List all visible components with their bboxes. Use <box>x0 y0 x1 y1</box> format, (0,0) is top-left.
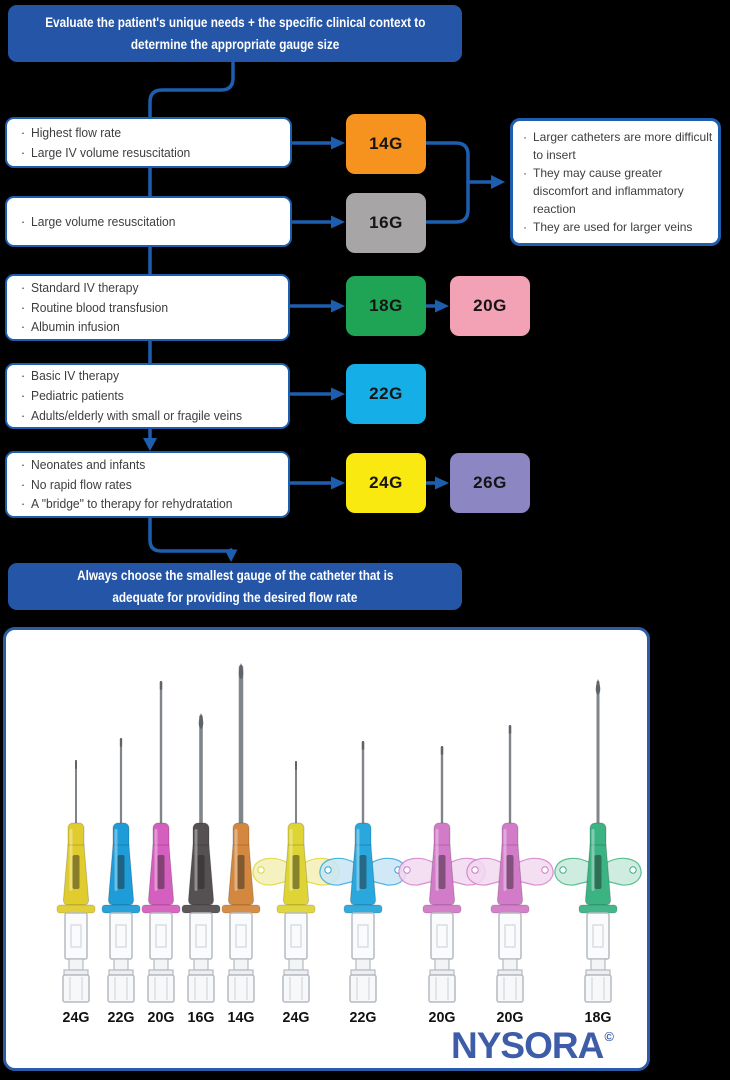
bullet-item <box>517 128 714 164</box>
bullet-dot: · <box>20 407 26 423</box>
catheter-illustration-20g-8 <box>462 625 558 1010</box>
catheter-panel <box>3 627 650 1071</box>
gauge-chip-20g: 20G <box>450 276 530 336</box>
bullet-text: Neonates and infants <box>31 456 146 472</box>
side-note-larger-catheters <box>510 118 721 246</box>
catheter-gauge-label: 14G <box>227 1009 255 1026</box>
indication-box-large-volume <box>5 196 292 247</box>
bullet-dot: · <box>523 166 527 180</box>
bullet-text: Adults/elderly with small or fragile veins <box>31 407 242 423</box>
bullet-item <box>15 475 282 495</box>
gauge-chip-16g: 16G <box>346 193 426 253</box>
bullet-item <box>517 218 714 236</box>
bullet-text: Standard IV therapy <box>31 279 139 295</box>
bullet-dot: · <box>20 144 26 160</box>
bullet-item <box>517 164 714 218</box>
banner-text-line: Evaluate the patient's unique needs + the specific clinical context to <box>44 13 426 30</box>
gauge-chip-18g: 18G <box>346 276 426 336</box>
bullet-text: Highest flow rate <box>31 124 122 140</box>
copyright-mark: © <box>604 1028 613 1044</box>
banner-evaluate-needs <box>8 5 462 62</box>
bullet-dot: · <box>20 299 26 315</box>
indication-box-basic-iv <box>5 363 290 429</box>
bullet-dot: · <box>20 124 26 140</box>
bullet-dot: · <box>20 388 26 404</box>
bullet-text: No rapid flow rates <box>31 476 132 492</box>
nysora-logo <box>451 1025 612 1067</box>
bullet-dot: · <box>20 279 26 295</box>
bullet-dot: · <box>20 476 26 492</box>
bullet-item <box>15 123 284 143</box>
bullet-text: Albumin infusion <box>31 319 120 335</box>
gauge-chip-26g: 26G <box>450 453 530 513</box>
catheter-illustration-18g-9 <box>550 625 646 1010</box>
nysora-logo-text: NYSORA <box>451 1025 604 1066</box>
catheter-gauge-label: 20G <box>428 1009 456 1026</box>
banner-text-line: Always choose the smallest gauge of the catheter that is <box>76 566 394 583</box>
indication-box-neonates <box>5 451 290 518</box>
bullet-dot: · <box>20 456 26 472</box>
bullet-text: Pediatric patients <box>31 388 124 404</box>
bullet-text: Large IV volume resuscitation <box>31 144 191 160</box>
bullet-text: Larger catheters are more difficult to insert <box>533 130 713 162</box>
bullet-dot: · <box>20 496 26 512</box>
bullet-item <box>15 455 282 475</box>
bullet-dot: · <box>523 220 527 234</box>
catheter-gauge-label: 20G <box>496 1009 524 1026</box>
catheter-gauge-label: 24G <box>62 1009 90 1026</box>
catheter-gauge-label: 16G <box>187 1009 215 1026</box>
indication-box-standard-iv <box>5 274 290 341</box>
catheter-gauge-label: 22G <box>349 1009 377 1026</box>
bullet-item <box>15 494 282 514</box>
bullet-text: Large volume resuscitation <box>31 213 176 229</box>
bullet-text: They are used for larger veins <box>533 220 693 234</box>
gauge-chip-22g: 22G <box>346 364 426 424</box>
catheter-gauge-label: 24G <box>282 1009 310 1026</box>
gauge-chip-24g: 24G <box>346 453 426 513</box>
banner-text-line: adequate for providing the desired flow rate <box>112 588 358 605</box>
bullet-dot: · <box>20 368 26 384</box>
catheter-gauge-label: 20G <box>147 1009 175 1026</box>
catheter-gauge-label: 22G <box>107 1009 135 1026</box>
bullet-item <box>15 406 282 426</box>
bullet-text: A "bridge" to therapy for rehydratation <box>31 496 233 512</box>
bullet-item <box>15 143 284 163</box>
bullet-text: Routine blood transfusion <box>31 299 169 315</box>
bullet-text: They may cause greater discomfort and inflammatory reaction <box>533 166 684 216</box>
gauge-chip-14g: 14G <box>346 114 426 174</box>
bullet-item <box>15 278 282 298</box>
catheter-gauge-label: 18G <box>584 1009 612 1026</box>
bullet-item <box>15 366 282 386</box>
banner-text-line: determine the appropriate gauge size <box>130 35 340 52</box>
bullet-dot: · <box>20 213 26 229</box>
banner-smallest-gauge <box>8 563 462 610</box>
bullet-item <box>15 212 284 232</box>
bullet-dot: · <box>20 319 26 335</box>
indication-box-highest-flow <box>5 117 292 168</box>
bullet-item <box>15 298 282 318</box>
bullet-text: Basic IV therapy <box>31 368 120 384</box>
bullet-item <box>15 317 282 337</box>
bullet-item <box>15 386 282 406</box>
bullet-dot: · <box>523 130 527 144</box>
